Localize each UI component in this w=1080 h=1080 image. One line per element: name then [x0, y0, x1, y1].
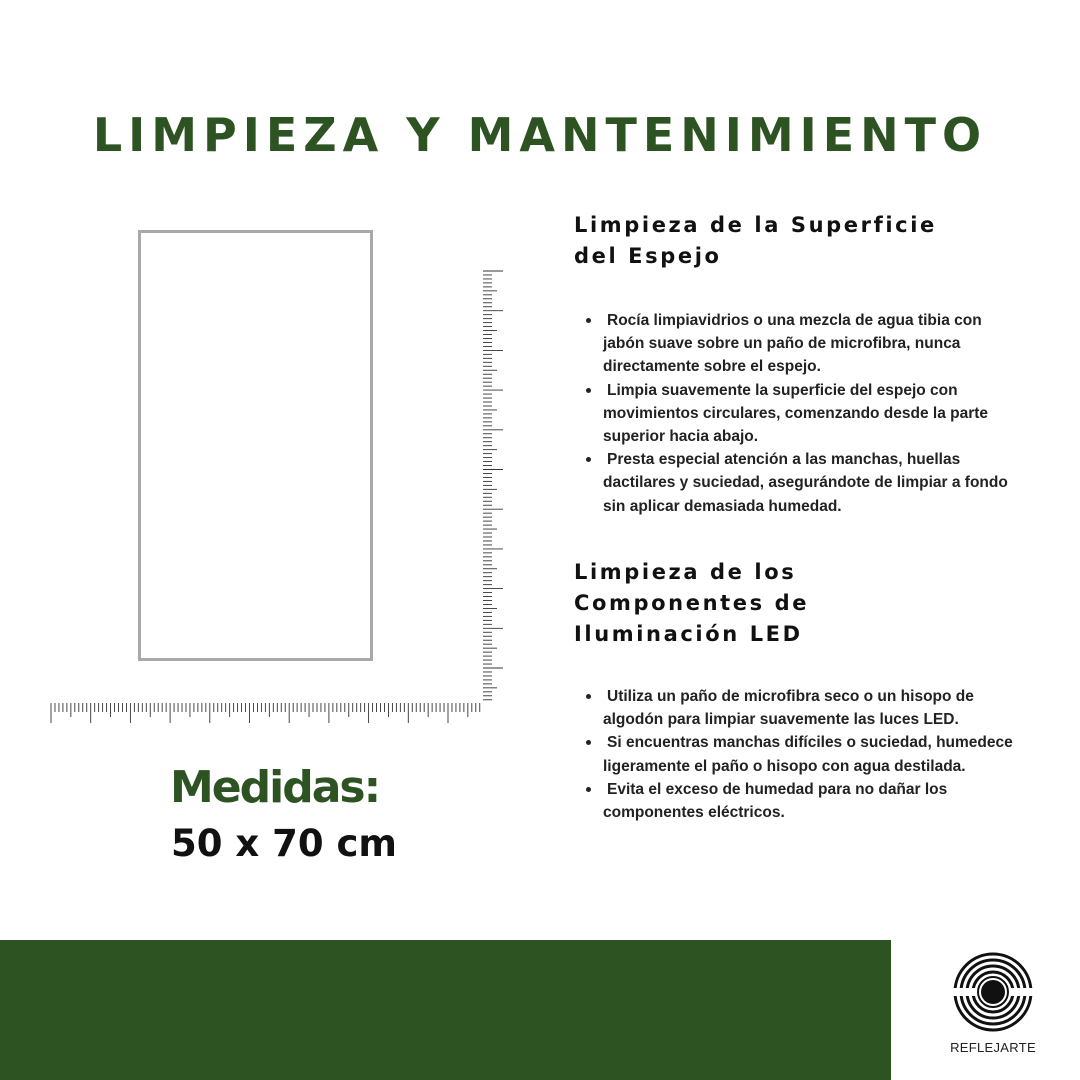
list-item — [574, 778, 1014, 824]
bullet-list — [574, 309, 1014, 518]
list-item — [574, 685, 1014, 731]
list-item-text: Limpia suavemente la superficie del espejo con movimientos circulares, comenzando desde la parte superior hacia abajo. — [603, 381, 989, 446]
mirror-outline-illustration — [138, 230, 373, 661]
list-item-text: Utiliza un paño de microfibra seco o un hisopo de algodón para limpiar suavemente las luces LED. — [603, 688, 974, 729]
list-item-text: Presta especial atención a las manchas, huellas dactilares y suciedad, asegurándote de limpiar a fondo sin aplicar demasiada humedad. — [603, 451, 1008, 515]
list-item-text: Si encuentras manchas difíciles o suciedad, humedece ligeramente el paño o hisopo con agua destilada. — [603, 734, 1013, 775]
vertical-ruler-icon — [483, 270, 505, 702]
list-item-text: Evita el exceso de humedad para no dañar los componentes eléctricos. — [603, 780, 948, 822]
section-heading — [574, 210, 1014, 272]
horizontal-ruler-icon — [50, 703, 482, 725]
list-item-text: Rocía limpiavidrios o una mezcla de agua tibia con jabón suave sobre un paño de microfibra, nunca directamente sobre el espejo. — [603, 312, 982, 376]
section-heading-line: Componentes de — [574, 591, 810, 615]
section-heading-line: del Espejo — [574, 244, 722, 268]
page-title: LIMPIEZA Y MANTENIMIENTO — [92, 108, 988, 162]
list-item — [574, 448, 1014, 518]
section-heading-line: Limpieza de la Superficie — [574, 213, 937, 237]
dimensions-value: 50 x 70 cm — [171, 822, 397, 865]
concentric-circles-logo-icon — [953, 952, 1033, 1032]
list-item — [574, 309, 1014, 379]
section-heading-line: Limpieza de los — [574, 560, 797, 584]
section-heading — [574, 557, 1014, 650]
bullet-list — [574, 685, 1014, 824]
list-item — [574, 379, 1014, 449]
section-surface-cleaning — [574, 210, 1014, 518]
section-led-cleaning — [574, 557, 1014, 824]
footer-bar — [0, 940, 891, 1080]
section-heading-line: Iluminación LED — [574, 622, 803, 646]
list-item — [574, 731, 1014, 777]
brand-name: REFLEJARTE — [950, 1040, 1036, 1055]
dimensions-label: Medidas: — [170, 762, 380, 813]
